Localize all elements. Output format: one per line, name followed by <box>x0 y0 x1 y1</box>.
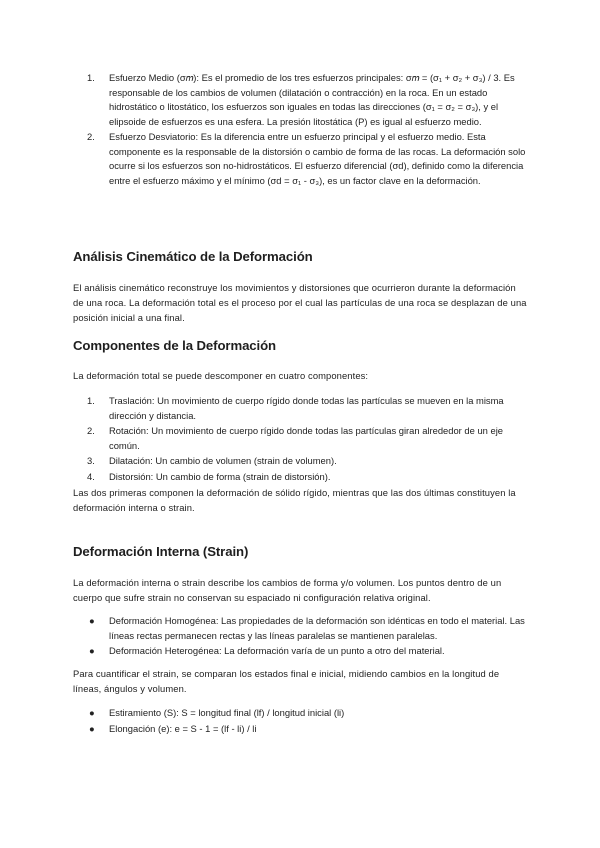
list-item-text: Deformación Homogénea: Las propiedades de la deformación son idénticas en todo el material. Las líneas rectas permanecen rectas y las líneas paralelas se mantienen paralelas. <box>109 615 525 641</box>
list-item-text: Rotación: Un movimiento de cuerpo rígido donde todas las partículas giran alrededor de un eje común. <box>109 425 503 451</box>
list-item-text: Distorsión: Un cambio de forma (strain de distorsión). <box>109 470 331 482</box>
list-item <box>73 424 528 453</box>
stress-list <box>73 71 528 188</box>
bullet: ● <box>89 615 95 626</box>
strain-types-list <box>73 614 528 659</box>
list-item <box>73 614 528 643</box>
list-item <box>73 454 528 469</box>
list-item <box>73 722 528 737</box>
list-number: 4. <box>87 470 95 482</box>
list-number: 1. <box>87 395 95 406</box>
list-item <box>73 644 528 659</box>
list-item-text: Estiramiento (S): S = longitud final (lf) / longitud inicial (li) <box>109 707 345 718</box>
list-number: 3. <box>87 455 95 466</box>
kinematic-paragraph: El análisis cinemático reconstruye los movimientos y distorsiones que ocurrieron durante la deformación de una roca. La deformación total es el proceso por el cual las partículas de una roca se desplazan de una posición inicial a una final. <box>73 282 527 323</box>
section-heading-components: Componentes de la Deformación <box>73 338 277 353</box>
list-item-text: Deformación Heterogénea: La deformación varía de un punto a otro del material. <box>109 645 445 656</box>
components-list <box>73 394 528 484</box>
list-item <box>73 71 528 129</box>
strain-quantify-paragraph: Para cuantificar el strain, se comparan los estados final e inicial, midiendo cambios en la longitud de líneas, ángulos y volumen. <box>73 668 500 694</box>
strain-measures-list <box>73 706 528 736</box>
section-heading-kinematic: Análisis Cinemático de la Deformación <box>73 249 313 264</box>
strain-paragraph: La deformación interna o strain describe los cambios de forma y/o volumen. Los puntos dentro de un cuerpo que sufre strain no conservan su espaciado ni configuración relativa original. <box>73 577 502 603</box>
bullet: ● <box>89 707 95 718</box>
section-heading-strain: Deformación Interna (Strain) <box>73 544 249 559</box>
bullet: ● <box>89 722 95 734</box>
list-number: 1. <box>87 72 95 83</box>
components-closing: Las dos primeras componen la deformación de sólido rígido, mientras que las dos últimas constituyen la deformación interna o strain. <box>73 487 516 513</box>
list-item-text: Esfuerzo Medio (σ𝑚): Es el promedio de los tres esfuerzos principales: σ𝑚 = (σ₁ + σ₂ + σ₃) / 3. Es responsable de los cambios de volumen (dilatación o contracción) en la roca. En un estado hidrostático o litostático, los esfuerzos son iguales en todas las direcciones (σ₁ = σ₂ = σ₃), y el elipsoide de esfuerzos es una esfera. La presión litostática (P) es igual al esfuerzo medio. <box>109 72 515 127</box>
list-item <box>73 470 528 485</box>
bullet: ● <box>89 645 95 656</box>
list-item <box>73 130 528 188</box>
list-number: 2. <box>87 131 95 142</box>
list-item <box>73 394 528 423</box>
list-item-text: Esfuerzo Desviatorio: Es la diferencia entre un esfuerzo principal y el esfuerzo medio. Esta componente es la responsable de la distorsión o cambio de forma de las rocas. La deformación solo ocurre si los esfuerzos son no-hidrostáticos. El esfuerzo diferencial (σd), definido como la diferencia entre el esfuerzo máximo y el mínimo (σd = σ₁ - σ₃), es un factor clave en la deformación. <box>109 131 526 186</box>
components-intro: La deformación total se puede descomponer en cuatro componentes: <box>73 370 369 381</box>
list-number: 2. <box>87 425 95 436</box>
list-item-text: Elongación (e): e = S - 1 = (lf - li) / li <box>109 722 257 734</box>
list-item-text: Traslación: Un movimiento de cuerpo rígido donde todas las partículas se mueven en la misma dirección y distancia. <box>109 395 504 421</box>
list-item-text: Dilatación: Un cambio de volumen (strain de volumen). <box>109 455 337 466</box>
list-item <box>73 706 528 721</box>
